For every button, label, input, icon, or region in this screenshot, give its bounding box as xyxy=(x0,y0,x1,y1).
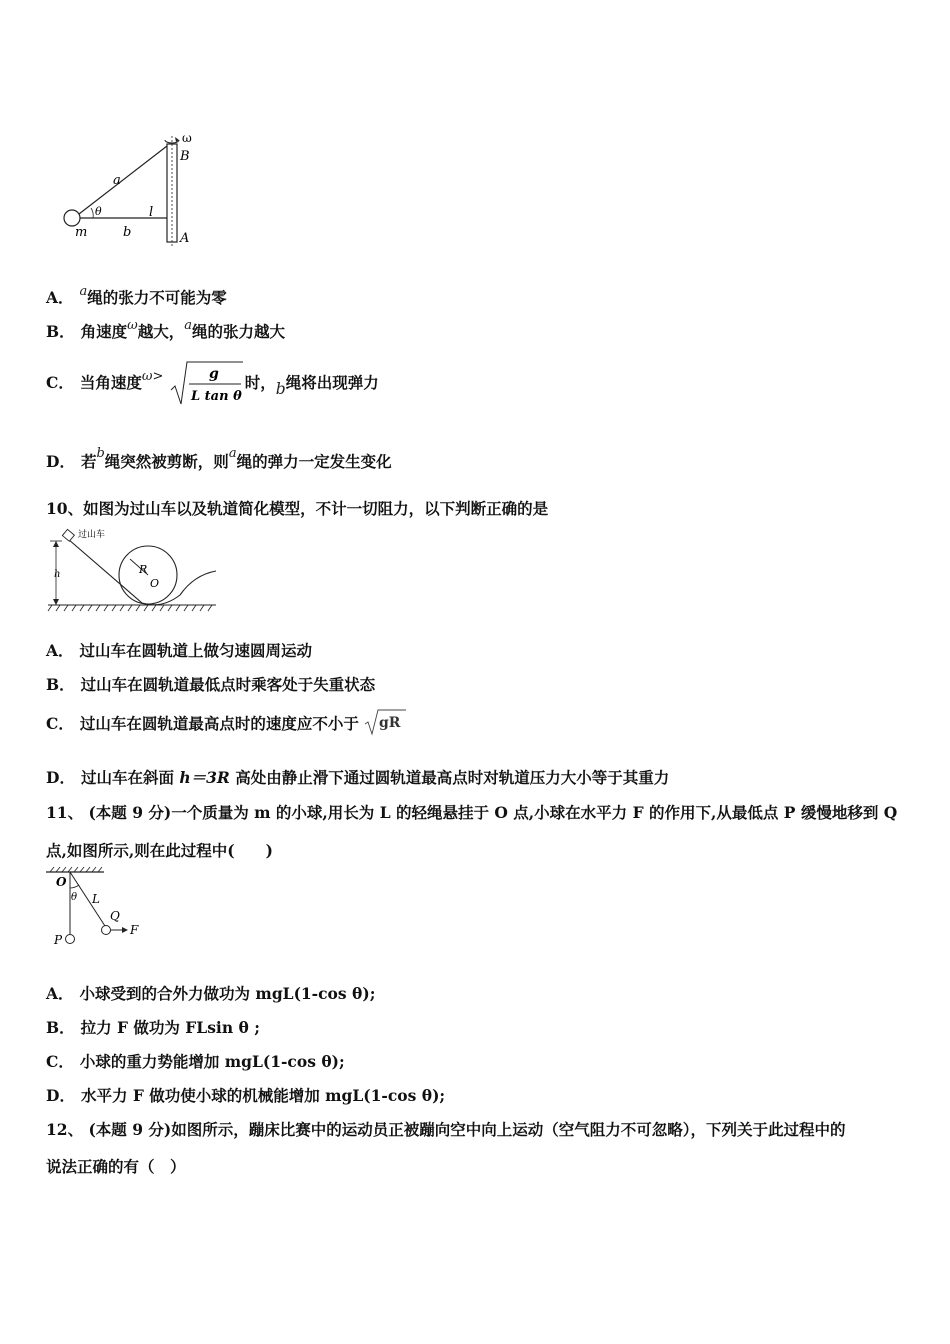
q11-option-d[interactable]: D． 水平力 F 做功使小球的机械能增加 mgL(1-cos θ); xyxy=(46,1086,446,1105)
q11-option-b[interactable]: B． 拉力 F 做功为 FLsin θ ; xyxy=(46,1018,260,1037)
pivot-o-label: O xyxy=(56,875,67,889)
q9-option-c[interactable]: C． 当角速度$^{\omega>}$ g L tan θ 时，b绳将出现弹力 xyxy=(46,360,379,408)
center-o-label: O xyxy=(150,577,160,590)
q9-option-d[interactable]: D． 若$^b$绳突然被剪断，则$^a$绳的弹力一定发生变化 xyxy=(46,446,392,471)
mass-m-label: m xyxy=(75,225,88,240)
q10-option-a[interactable]: A． 过山车在圆轨道上做匀速圆周运动 xyxy=(46,641,313,660)
rope-b-label: b xyxy=(123,225,132,240)
force-f-label: F xyxy=(130,923,139,937)
q12-stem-line-1: 12、 (本题 9 分)如图所示，蹦床比赛中的运动员正被蹦向空中向上运动（空气阻力不可忽略），下列关于此过程中的 xyxy=(46,1120,846,1139)
q11-stem-line-1: 11、 (本题 9 分)一个质量为 m 的小球,用长为 L 的轻绳悬挂于 O 点,小球在水平力 F 的作用下,从最低点 P 缓慢地移到 Q xyxy=(46,803,898,822)
omega-label: ω xyxy=(182,131,192,145)
svg-text:g: g xyxy=(208,366,219,382)
length-l-label: l xyxy=(149,205,154,220)
q12-stem-line-2: 说法正确的有（ ） xyxy=(46,1157,186,1176)
point-q-label: Q xyxy=(110,909,120,923)
roller-coaster-figure xyxy=(44,525,224,615)
length-l-label: L xyxy=(92,892,100,906)
q11-stem-line-2: 点,如图所示,则在此过程中( ) xyxy=(46,841,273,860)
svg-text:L tan θ: L tan θ xyxy=(190,389,242,404)
theta-angle-label: θ xyxy=(71,892,78,903)
pendulum-figure xyxy=(44,866,154,952)
theta-label: θ xyxy=(95,205,102,218)
q11-option-c[interactable]: C． 小球的重力势能增加 mgL(1-cos θ); xyxy=(46,1052,345,1071)
q9-option-b[interactable]: B． 角速度$^\omega$越大，$^a$绳的张力越大 xyxy=(46,318,286,341)
point-b-label: B xyxy=(180,149,190,164)
q10-option-d[interactable]: D． 过山车在斜面 h＝3R 高处由静止滑下通过圆轨道最高点时对轨道压力大小等于其重力 xyxy=(46,768,670,787)
radius-r-label: R xyxy=(139,563,148,576)
q11-option-a[interactable]: A． 小球受到的合外力做功为 mgL(1-cos θ); xyxy=(46,984,376,1003)
q9-option-a[interactable]: A． $^a$绳的张力不可能为零 xyxy=(46,284,227,307)
height-h-label: h xyxy=(54,569,61,580)
rotating-rod-figure xyxy=(55,128,215,253)
q10-stem: 10、如图为过山车以及轨道简化模型，不计一切阻力，以下判断正确的是 xyxy=(46,499,549,518)
coaster-label: 过山车 xyxy=(78,530,106,540)
point-a-label: A xyxy=(180,231,190,246)
svg-text:gR: gR xyxy=(379,715,401,731)
point-p-label: P xyxy=(54,933,63,947)
sqrt-gr xyxy=(364,708,408,740)
q10-option-c[interactable]: C． 过山车在圆轨道最高点时的速度应不小于 gR xyxy=(46,712,408,740)
sqrt-expression xyxy=(169,360,245,408)
rope-a-label: a xyxy=(113,173,121,188)
q10-option-b[interactable]: B． 过山车在圆轨道最低点时乘客处于失重状态 xyxy=(46,675,376,694)
